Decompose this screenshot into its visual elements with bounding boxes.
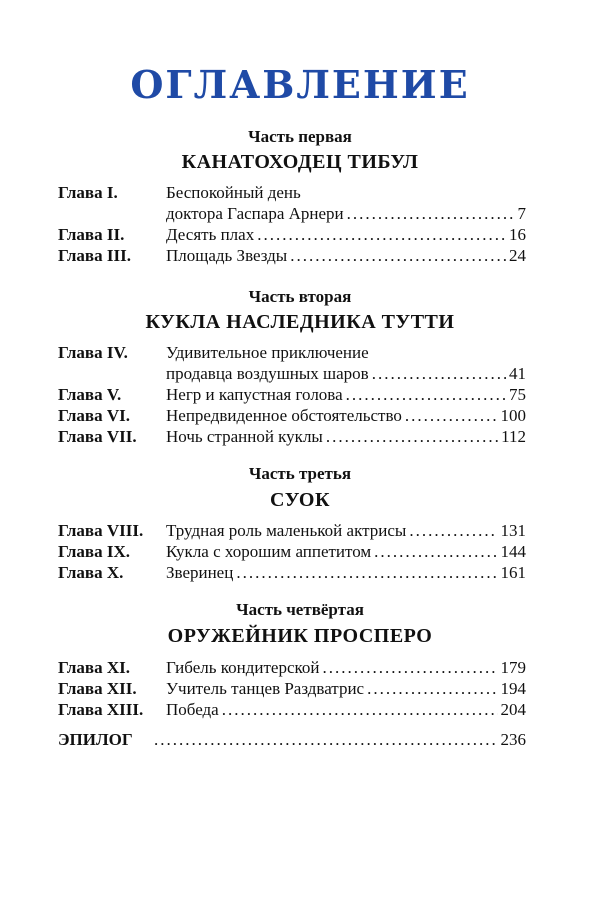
toc-title: ОГЛАВЛЕНИЕ [130,62,470,107]
chapter-title: Победа [166,700,219,719]
toc-entry [58,562,526,584]
page-number: 179 [500,658,526,677]
chapter-label: Глава XIII. [58,700,144,719]
toc-entry [58,426,526,448]
page-number: 7 [517,204,526,223]
dot-leader [372,363,506,385]
toc-entry-epilog [58,729,526,751]
dot-leader [405,405,498,427]
dot-leader [409,520,497,542]
dot-leader [154,729,498,751]
part-label: Часть третья [248,464,352,483]
page-number: 194 [500,679,526,698]
toc-entry [58,678,526,700]
toc-entry-first-line [58,342,526,364]
chapter-title: Площадь Звезды [166,246,288,265]
page-number: 131 [500,521,526,540]
toc-entry [58,657,526,679]
chapter-label: Глава VI. [58,406,131,425]
chapter-label: Глава X. [58,563,124,582]
chapter-title: Учитель танцев Раздватрис [166,679,365,698]
toc-entry [58,699,526,721]
chapter-label: Глава II. [58,225,125,244]
dot-leader [257,224,506,246]
page-number: 236 [500,730,526,749]
part-label: Часть первая [248,127,352,146]
dot-leader [326,426,498,448]
page-number: 75 [509,385,526,404]
part-title: СУОК [270,489,330,511]
page-number: 16 [509,225,526,244]
chapter-title: продавца воздушных шаров [166,364,369,383]
toc-entry [58,405,526,427]
chapter-title: Трудная роль маленькой актрисы [166,521,407,540]
epilog-label: ЭПИЛОГ [58,730,133,749]
chapter-label: Глава I. [58,183,118,202]
chapter-title: доктора Гаспара Арнери [166,204,344,223]
dot-leader [346,384,506,406]
chapter-label: Глава VIII. [58,521,144,540]
chapter-label: Глава IX. [58,542,131,561]
chapter-title: Непредвиденное обстоятельство [166,406,402,425]
chapter-title: Кукла с хорошим аппетитом [166,542,372,561]
chapter-title-line1: Удивительное приключение [166,343,369,362]
chapter-title: Ночь странной куклы [166,427,323,446]
chapter-label: Глава III. [58,246,131,265]
page-number: 161 [500,563,526,582]
dot-leader [323,657,498,679]
part-title: ОРУЖЕЙНИК ПРОСПЕРО [167,625,433,647]
chapter-label: Глава VII. [58,427,137,446]
part-label: Часть четвёртая [236,600,364,619]
chapter-title: Гибель кондитерской [166,658,320,677]
part-title: КУКЛА НАСЛЕДНИКА ТУТТИ [145,311,455,333]
page-number: 144 [500,542,526,561]
page-number: 41 [509,364,526,383]
page-number: 204 [500,700,526,719]
toc-entry [58,384,526,406]
toc-entry [58,520,526,542]
page-number: 24 [509,246,526,265]
toc-entry [58,245,526,267]
chapter-title: Негр и капустная голова [166,385,343,404]
chapter-title: Зверинец [166,563,234,582]
page-number: 100 [500,406,526,425]
chapter-title: Десять плах [166,225,255,244]
chapter-title-line1: Беспокойный день [166,183,301,202]
chapter-label: Глава XII. [58,679,137,698]
part-title: КАНАТОХОДЕЦ ТИБУЛ [181,151,419,173]
chapter-label: Глава XI. [58,658,131,677]
chapter-label: Глава V. [58,385,122,404]
toc-entry-first-line [58,182,526,204]
dot-leader [374,541,497,563]
dot-leader [347,203,515,225]
dot-leader [290,245,506,267]
chapter-label: Глава IV. [58,343,128,362]
dot-leader [222,699,498,721]
toc-entry [58,224,526,246]
dot-leader [236,562,497,584]
page-number: 112 [501,427,526,446]
toc-entry [58,541,526,563]
toc-entry [58,203,526,225]
dot-leader [367,678,497,700]
part-label: Часть вторая [248,287,352,306]
toc-entry [58,363,526,385]
